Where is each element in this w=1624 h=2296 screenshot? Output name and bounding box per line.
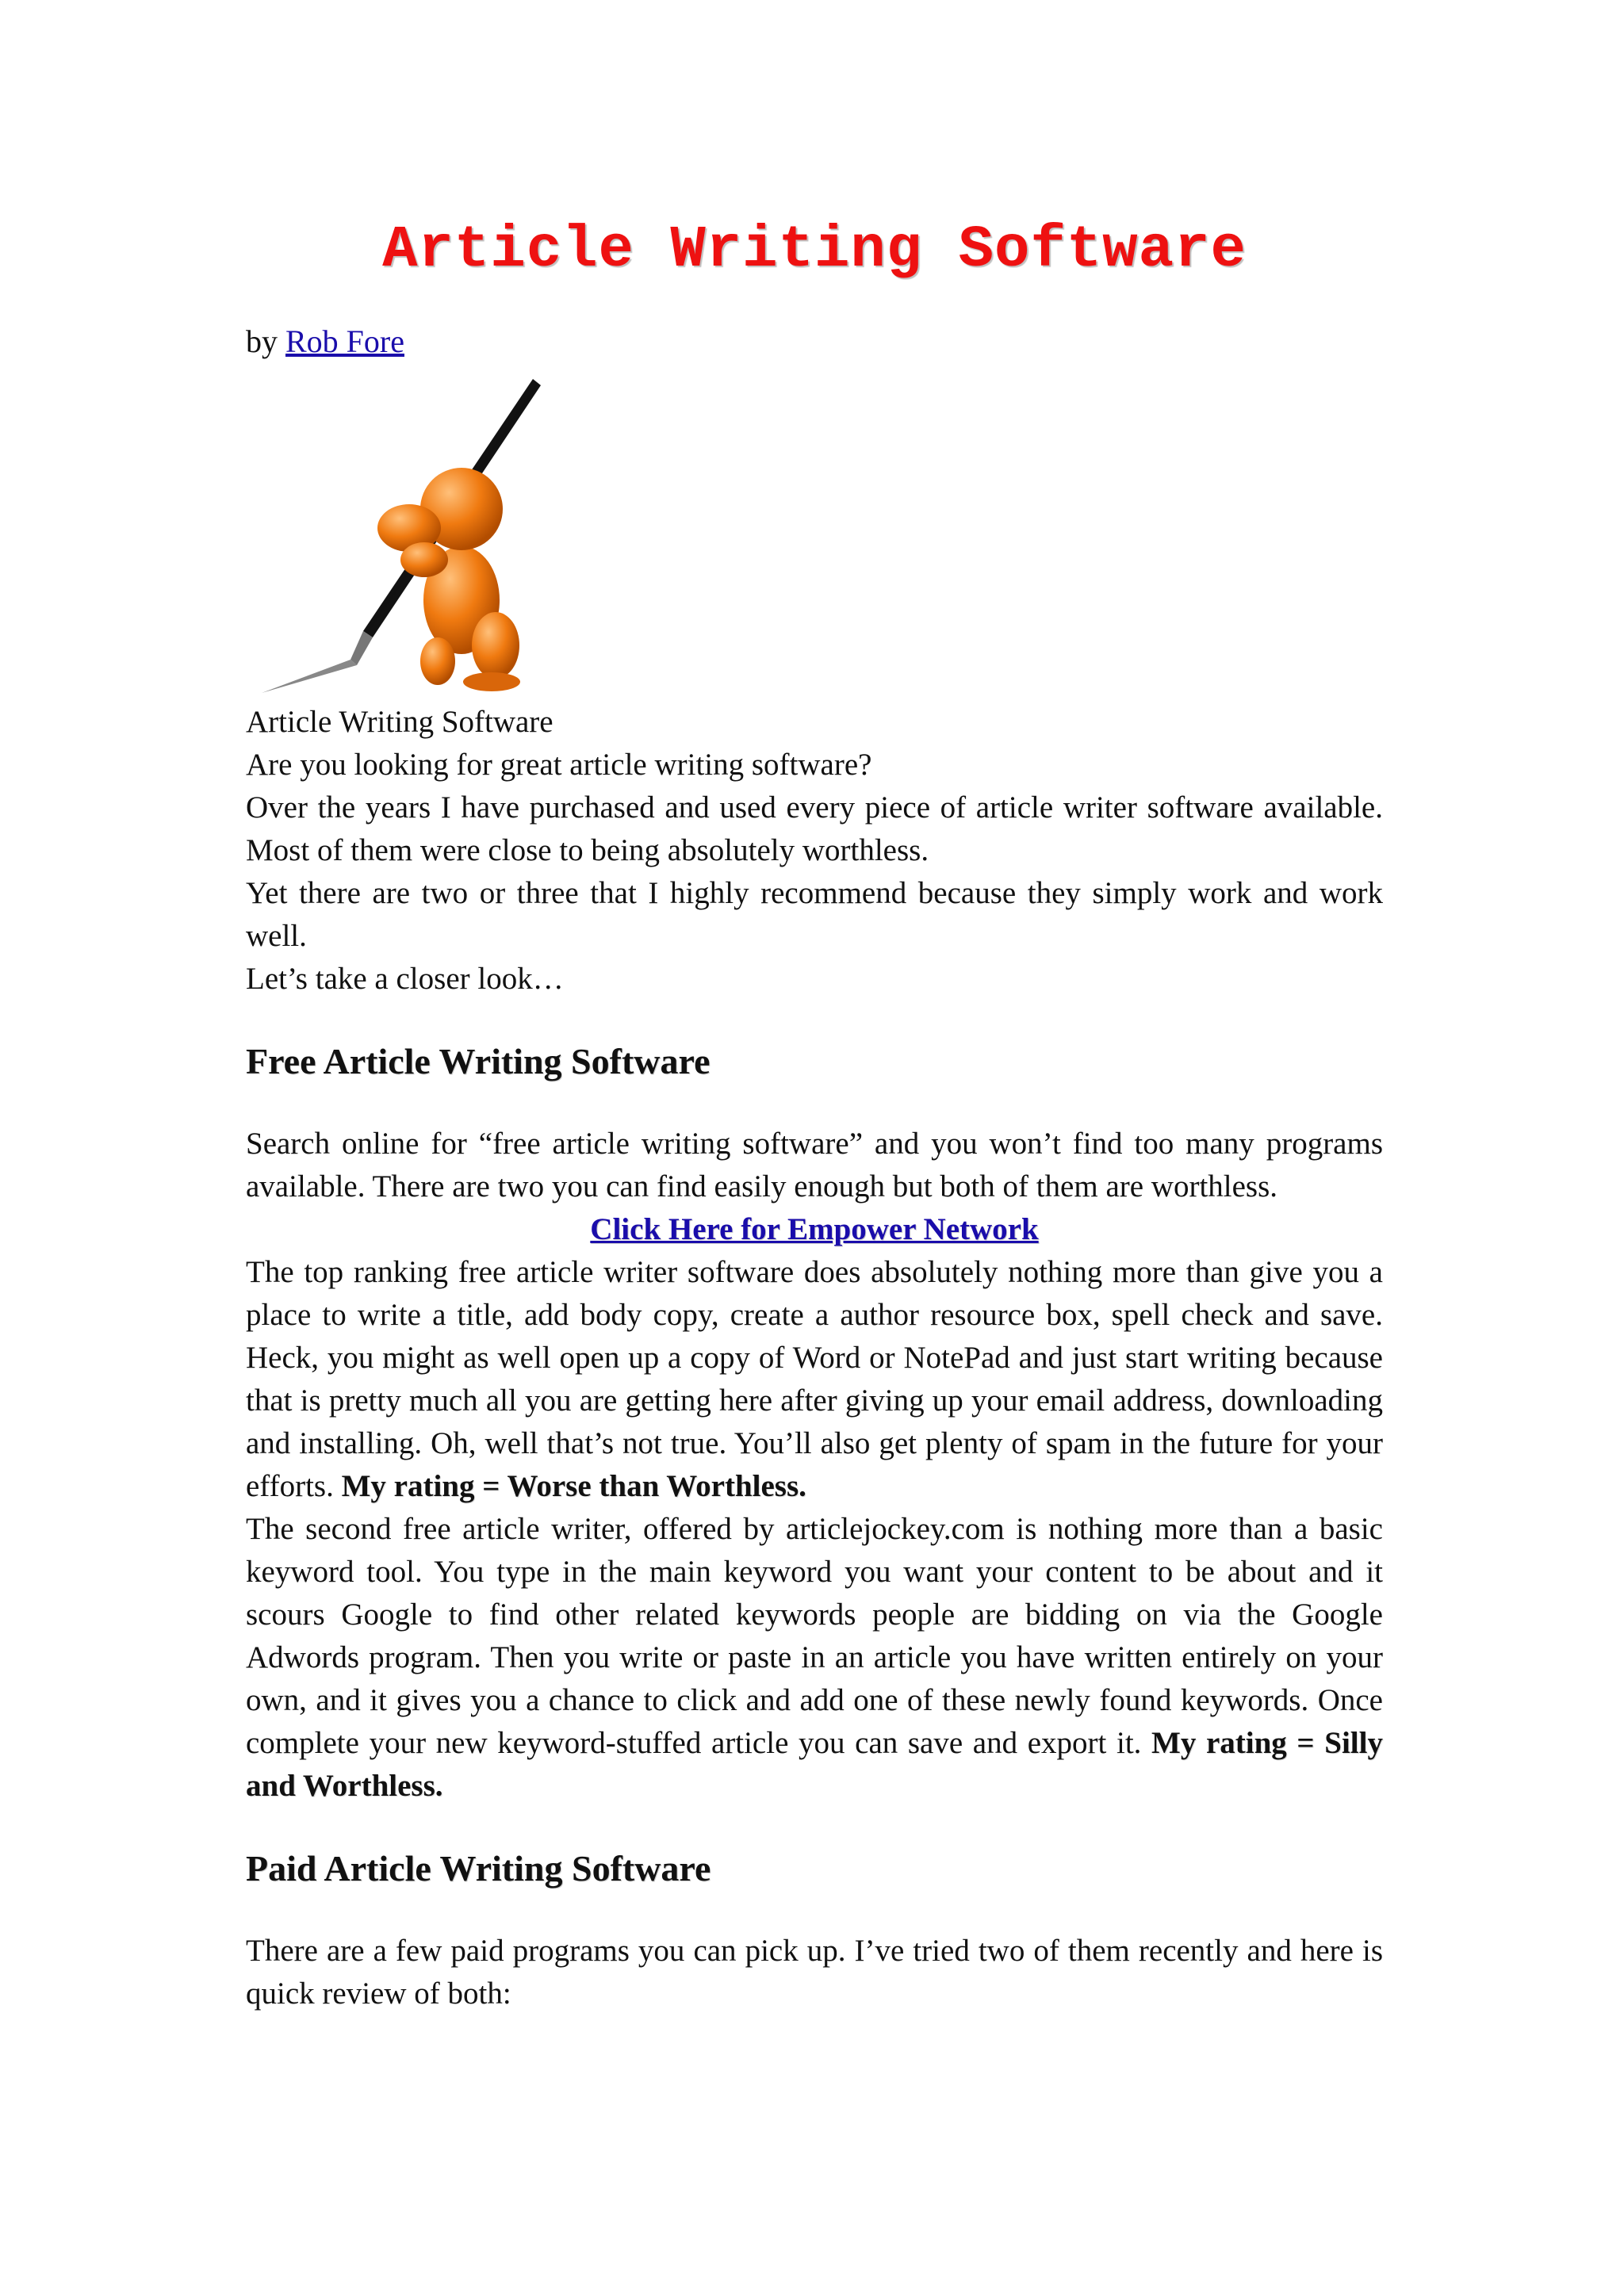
page-title: Article Writing Software xyxy=(382,217,1247,284)
rating-silly-and-worthless: My rating = Silly and Worthless. xyxy=(246,1726,1383,1803)
cta-line xyxy=(246,1208,1383,1251)
paid-paragraph-1: There are a few paid programs you can pick up. I’ve tried two of them recently and here is quick review of both: xyxy=(246,1934,1383,2011)
empower-network-link[interactable]: Click Here for Empower Network xyxy=(590,1212,1039,1246)
intro-line: Let’s take a closer look… xyxy=(246,962,564,996)
author-link[interactable]: Rob Fore xyxy=(285,323,404,359)
free-paragraph-3 xyxy=(246,1508,1383,1808)
free-section-heading: Free Article Writing Software xyxy=(246,1041,710,1081)
intro-line: Are you looking for great article writing software? xyxy=(246,748,872,782)
intro-paragraph: Over the years I have purchased and used every piece of article writer software available. Most of them were close to being absolutely worthless. xyxy=(246,790,1383,867)
orange-figure-with-pen-icon xyxy=(254,376,555,693)
article-body xyxy=(246,701,1383,2015)
free-paragraph-2 xyxy=(246,1251,1383,1508)
intro-line: Article Writing Software xyxy=(246,705,553,739)
free-paragraph-1: Search online for “free article writing software” and you won’t find too many programs available. There are two you can find easily enough but both of them are worthless. xyxy=(246,1127,1383,1203)
free-paragraph-3-text: The second free article writer, offered by articlejockey.com is nothing more than a basic keyword tool. You type in the main keyword you want your content to be about and it scours Google to find other related keywords people are bidding on via the Google Adwords program. Then you write or paste in an article you have written entirely on your own, and it gives you a chance to click and add one of these newly found keywords. Once complete your new keyword-stuffed article you can save and export it. xyxy=(246,1512,1383,1760)
paid-section-heading: Paid Article Writing Software xyxy=(246,1848,711,1888)
intro-paragraph: Yet there are two or three that I highly recommend because they simply work and work well. xyxy=(246,876,1383,953)
free-paragraph-2-text: The top ranking free article writer software does absolutely nothing more than give you a place to write a title, add body copy, create a author resource box, spell check and save. Heck, you might as well open up a copy of Word or NotePad and just start writing because that is pretty much all you are getting here after giving up your email address, downloading and installing. Oh, well that’s not true. You’ll also get plenty of spam in the future for your efforts. xyxy=(246,1255,1383,1503)
rating-worse-than-worthless: My rating = Worse than Worthless. xyxy=(341,1469,806,1503)
byline-prefix: by xyxy=(246,323,285,359)
byline xyxy=(246,320,404,363)
